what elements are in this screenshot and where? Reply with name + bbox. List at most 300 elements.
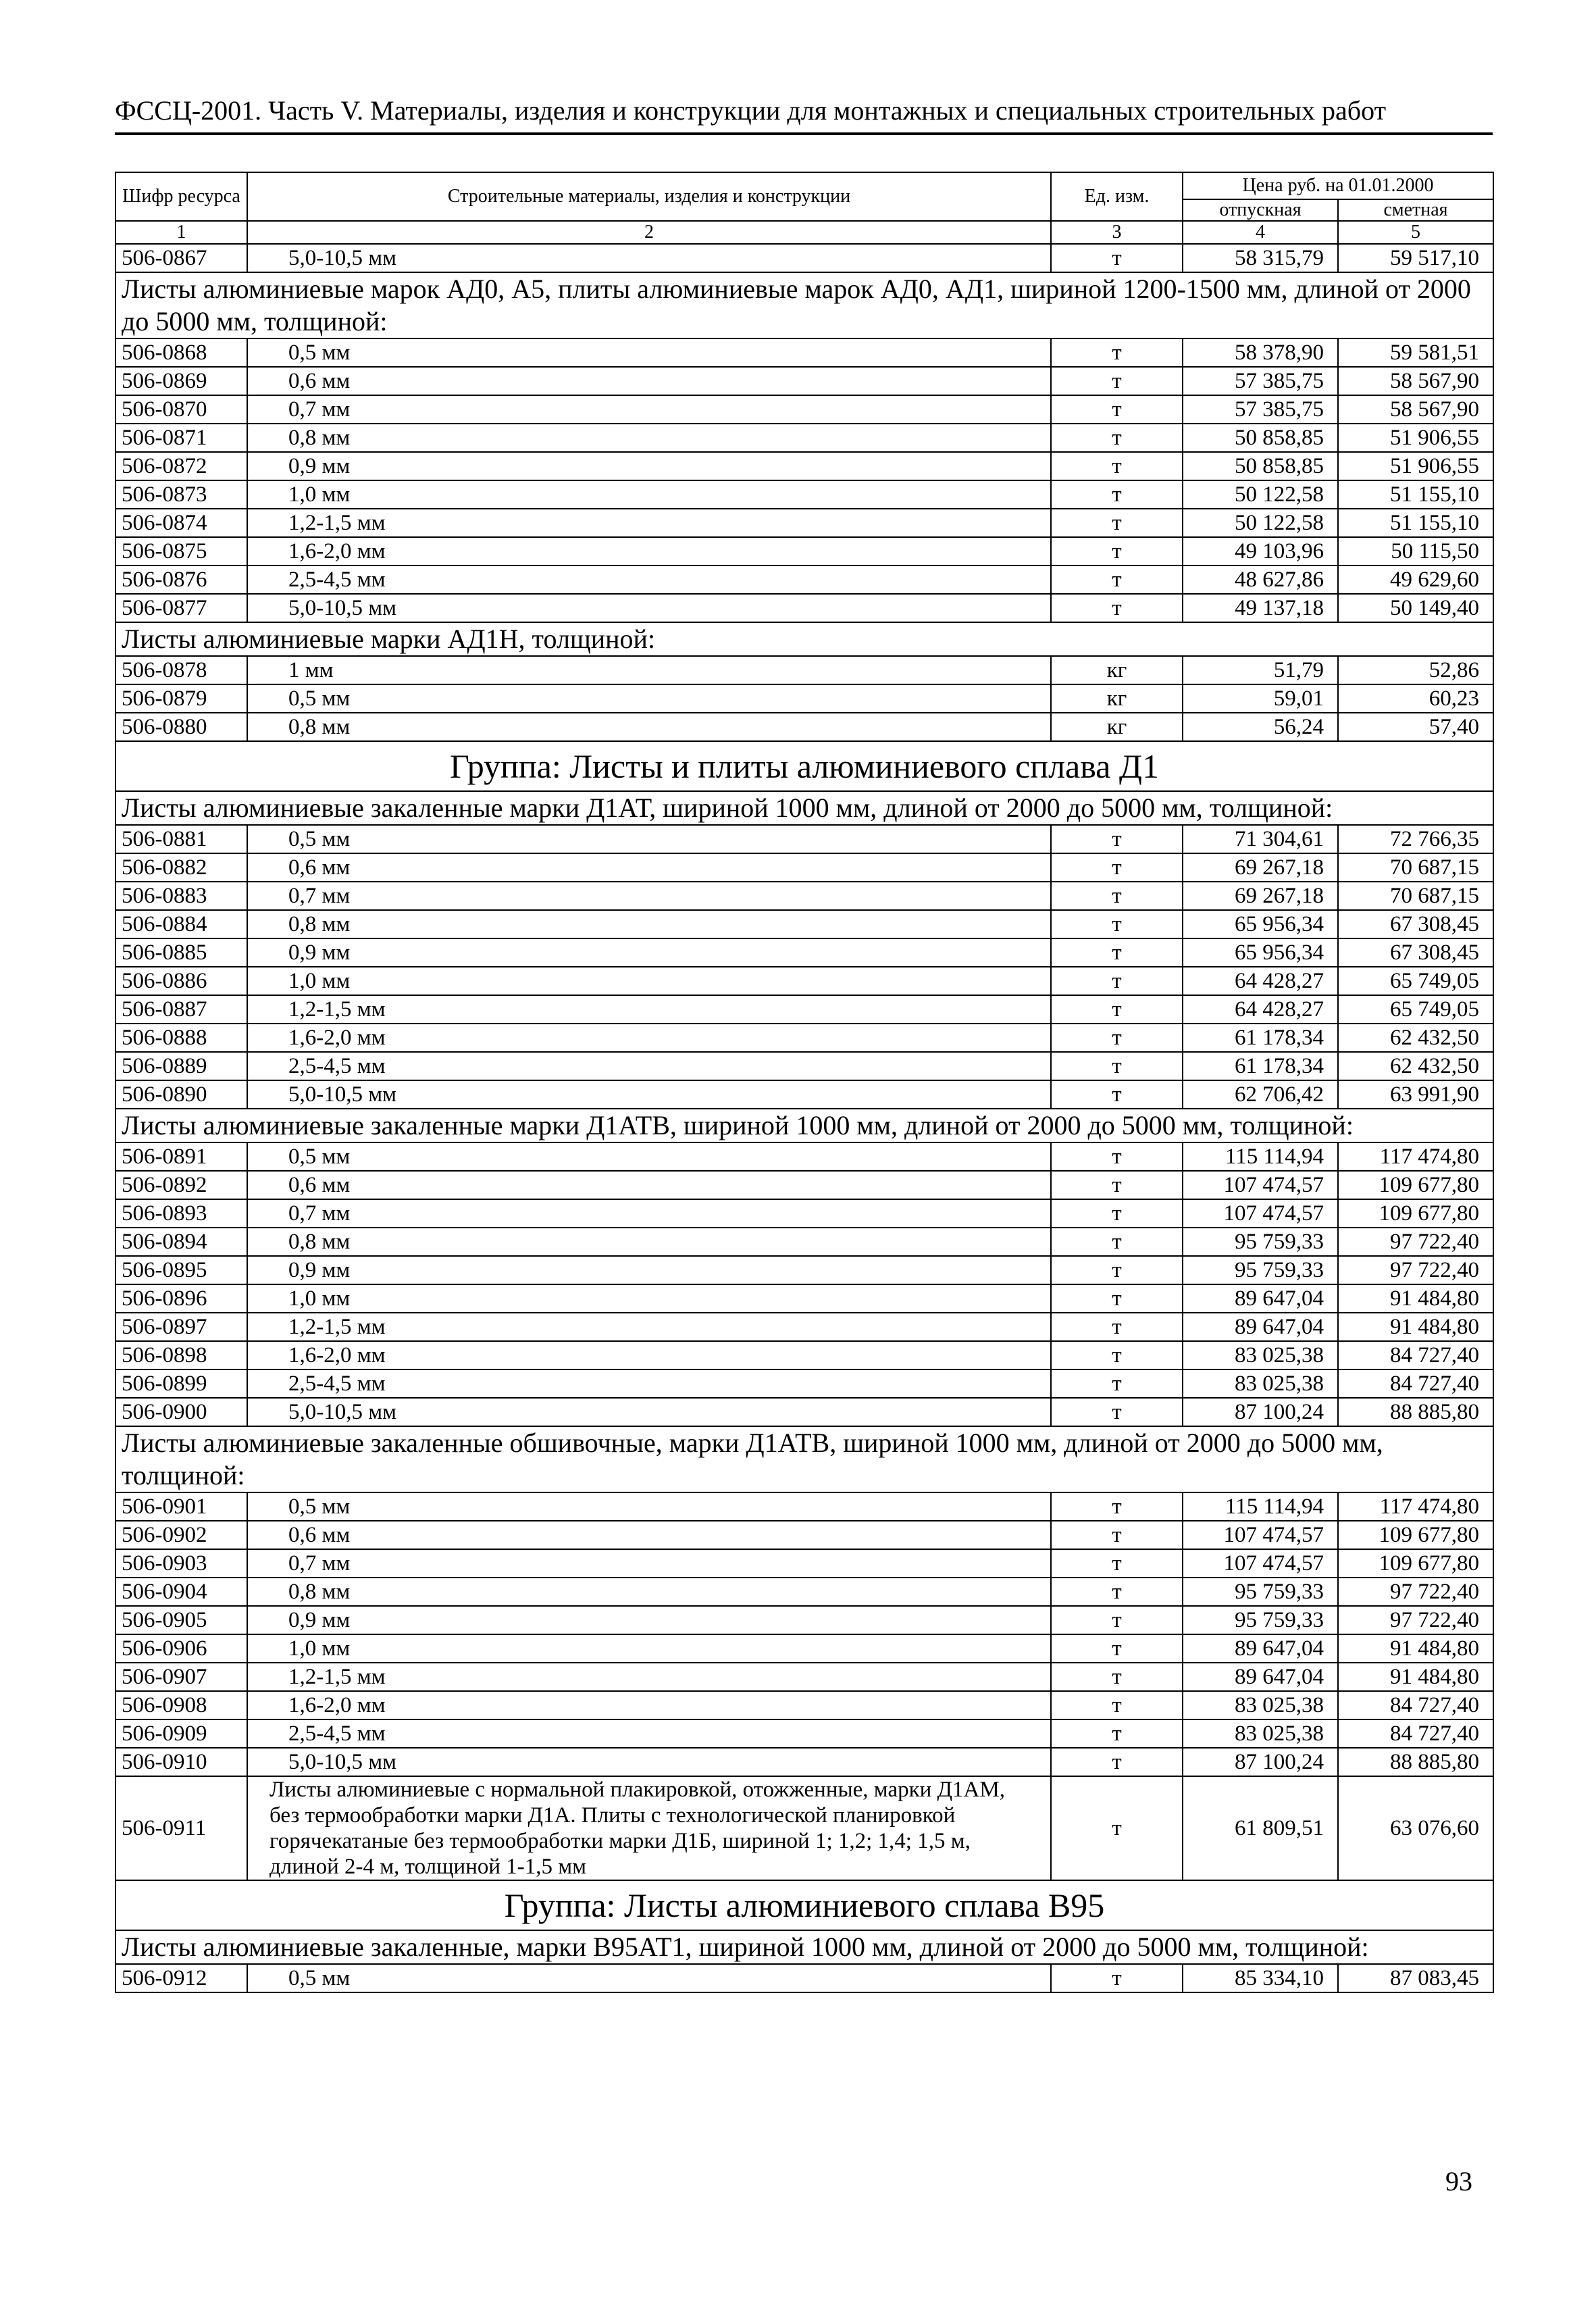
material-name: 0,9 мм	[247, 1606, 1051, 1634]
unit-of-measure: т	[1051, 882, 1183, 910]
material-name: 1,2-1,5 мм	[247, 995, 1051, 1024]
unit-of-measure: т	[1051, 452, 1183, 480]
table-row	[115, 853, 1493, 882]
estimate-price: 84 727,40	[1338, 1369, 1493, 1398]
resource-code: 506-0901	[115, 1492, 247, 1521]
table-row	[115, 1964, 1493, 1992]
resource-code: 506-0896	[115, 1284, 247, 1313]
table-row	[115, 424, 1493, 452]
material-name: 0,5 мм	[247, 684, 1051, 713]
unit-of-measure: кг	[1051, 684, 1183, 713]
estimate-price: 117 474,80	[1338, 1142, 1493, 1171]
table-row	[115, 1663, 1493, 1691]
resource-code: 506-0893	[115, 1199, 247, 1228]
resource-code: 506-0886	[115, 967, 247, 995]
estimate-price: 50 115,50	[1338, 537, 1493, 565]
material-name: 2,5-4,5 мм	[247, 565, 1051, 594]
resource-code: 506-0877	[115, 594, 247, 622]
release-price: 65 956,34	[1183, 910, 1338, 938]
material-name: 1 мм	[247, 656, 1051, 684]
table-row	[115, 1369, 1493, 1398]
estimate-price: 58 567,90	[1338, 395, 1493, 424]
unit-of-measure: т	[1051, 509, 1183, 537]
release-price: 89 647,04	[1183, 1634, 1338, 1663]
section-description: Листы алюминиевые закаленные обшивочные, марки Д1АТВ, шириной 1000 мм, длиной от 2000 до 5000 мм, толщиной:	[115, 1426, 1493, 1492]
release-price: 107 474,57	[1183, 1171, 1338, 1199]
resource-code: 506-0890	[115, 1080, 247, 1109]
resource-code: 506-0902	[115, 1521, 247, 1549]
release-price: 50 122,58	[1183, 509, 1338, 537]
table-row	[115, 1199, 1493, 1228]
material-name: 0,7 мм	[247, 1549, 1051, 1578]
col-number: 5	[1338, 221, 1493, 244]
resource-code: 506-0868	[115, 338, 247, 367]
material-name: 1,0 мм	[247, 1634, 1051, 1663]
col-header-name: Строительные материалы, изделия и конструкции	[247, 172, 1051, 221]
release-price: 50 858,85	[1183, 452, 1338, 480]
release-price: 71 304,61	[1183, 825, 1338, 853]
section-description-row	[115, 1426, 1493, 1492]
release-price: 107 474,57	[1183, 1549, 1338, 1578]
release-price: 89 647,04	[1183, 1663, 1338, 1691]
material-name: 1,0 мм	[247, 480, 1051, 509]
material-name: 0,6 мм	[247, 1521, 1051, 1549]
unit-of-measure: т	[1051, 1663, 1183, 1691]
table-row	[115, 594, 1493, 622]
table-row	[115, 1142, 1493, 1171]
table-row	[115, 565, 1493, 594]
unit-of-measure: т	[1051, 853, 1183, 882]
resource-code: 506-0899	[115, 1369, 247, 1398]
release-price: 95 759,33	[1183, 1256, 1338, 1284]
material-name: 0,8 мм	[247, 910, 1051, 938]
release-price: 58 315,79	[1183, 244, 1338, 272]
resource-code: 506-0873	[115, 480, 247, 509]
resource-code: 506-0888	[115, 1024, 247, 1052]
unit-of-measure: т	[1051, 1256, 1183, 1284]
estimate-price: 67 308,45	[1338, 938, 1493, 967]
resource-code: 506-0908	[115, 1691, 247, 1719]
release-price: 64 428,27	[1183, 995, 1338, 1024]
estimate-price: 70 687,15	[1338, 853, 1493, 882]
table-row	[115, 338, 1493, 367]
release-price: 58 378,90	[1183, 338, 1338, 367]
estimate-price: 65 749,05	[1338, 967, 1493, 995]
table-row	[115, 1313, 1493, 1341]
material-name: 1,2-1,5 мм	[247, 1663, 1051, 1691]
material-name: 5,0-10,5 мм	[247, 594, 1051, 622]
table-row	[115, 1492, 1493, 1521]
estimate-price: 63 991,90	[1338, 1080, 1493, 1109]
unit-of-measure: т	[1051, 1492, 1183, 1521]
release-price: 115 114,94	[1183, 1142, 1338, 1171]
estimate-price: 63 076,60	[1338, 1776, 1493, 1880]
unit-of-measure: т	[1051, 1284, 1183, 1313]
table-body	[115, 244, 1493, 1992]
material-name: 5,0-10,5 мм	[247, 1080, 1051, 1109]
material-name: 0,5 мм	[247, 1492, 1051, 1521]
unit-of-measure: т	[1051, 995, 1183, 1024]
col-header-release: отпускная	[1183, 199, 1338, 221]
material-name: 0,6 мм	[247, 1171, 1051, 1199]
resource-code: 506-0884	[115, 910, 247, 938]
estimate-price: 97 722,40	[1338, 1606, 1493, 1634]
resource-code: 506-0911	[115, 1776, 247, 1880]
unit-of-measure: т	[1051, 1964, 1183, 1992]
estimate-price: 84 727,40	[1338, 1341, 1493, 1369]
estimate-price: 49 629,60	[1338, 565, 1493, 594]
unit-of-measure: т	[1051, 1549, 1183, 1578]
table-row	[115, 1776, 1493, 1880]
estimate-price: 50 149,40	[1338, 594, 1493, 622]
col-header-estimate: сметная	[1338, 199, 1493, 221]
release-price: 83 025,38	[1183, 1341, 1338, 1369]
table-row	[115, 244, 1493, 272]
estimate-price: 91 484,80	[1338, 1634, 1493, 1663]
release-price: 49 137,18	[1183, 594, 1338, 622]
unit-of-measure: т	[1051, 244, 1183, 272]
material-name: 2,5-4,5 мм	[247, 1369, 1051, 1398]
unit-of-measure: т	[1051, 825, 1183, 853]
resource-code: 506-0894	[115, 1228, 247, 1256]
material-name: 0,7 мм	[247, 1199, 1051, 1228]
estimate-price: 91 484,80	[1338, 1284, 1493, 1313]
running-header: ФССЦ-2001. Часть V. Материалы, изделия и конструкции для монтажных и специальных строительных работ	[115, 95, 1387, 126]
material-name: 5,0-10,5 мм	[247, 1398, 1051, 1426]
estimate-price: 87 083,45	[1338, 1964, 1493, 1992]
release-price: 64 428,27	[1183, 967, 1338, 995]
release-price: 69 267,18	[1183, 853, 1338, 882]
estimate-price: 97 722,40	[1338, 1228, 1493, 1256]
table-row	[115, 1521, 1493, 1549]
resource-code: 506-0880	[115, 713, 247, 741]
price-table	[115, 172, 1494, 1993]
release-price: 51,79	[1183, 656, 1338, 684]
material-name: 0,8 мм	[247, 1228, 1051, 1256]
material-name: 1,6-2,0 мм	[247, 1341, 1051, 1369]
estimate-price: 88 885,80	[1338, 1398, 1493, 1426]
resource-code: 506-0882	[115, 853, 247, 882]
resource-code: 506-0870	[115, 395, 247, 424]
estimate-price: 109 677,80	[1338, 1171, 1493, 1199]
table-row	[115, 1578, 1493, 1606]
estimate-price: 51 906,55	[1338, 452, 1493, 480]
release-price: 89 647,04	[1183, 1284, 1338, 1313]
estimate-price: 84 727,40	[1338, 1691, 1493, 1719]
resource-code: 506-0869	[115, 367, 247, 395]
resource-code: 506-0876	[115, 565, 247, 594]
material-name: 0,6 мм	[247, 367, 1051, 395]
resource-code: 506-0871	[115, 424, 247, 452]
material-name: 0,5 мм	[247, 338, 1051, 367]
estimate-price: 84 727,40	[1338, 1719, 1493, 1748]
estimate-price: 62 432,50	[1338, 1024, 1493, 1052]
unit-of-measure: т	[1051, 1171, 1183, 1199]
resource-code: 506-0898	[115, 1341, 247, 1369]
resource-code: 506-0905	[115, 1606, 247, 1634]
table-row	[115, 1606, 1493, 1634]
material-name: 0,8 мм	[247, 424, 1051, 452]
table-row	[115, 452, 1493, 480]
group-heading: Группа: Листы алюминиевого сплава В95	[115, 1880, 1493, 1930]
release-price: 59,01	[1183, 684, 1338, 713]
table-row	[115, 1024, 1493, 1052]
table-row	[115, 537, 1493, 565]
estimate-price: 72 766,35	[1338, 825, 1493, 853]
unit-of-measure: т	[1051, 910, 1183, 938]
estimate-price: 109 677,80	[1338, 1521, 1493, 1549]
release-price: 83 025,38	[1183, 1369, 1338, 1398]
release-price: 95 759,33	[1183, 1228, 1338, 1256]
group-heading-row	[115, 1880, 1493, 1930]
estimate-price: 59 517,10	[1338, 244, 1493, 272]
resource-code: 506-0881	[115, 825, 247, 853]
material-name: 0,5 мм	[247, 825, 1051, 853]
material-name: 1,6-2,0 мм	[247, 1691, 1051, 1719]
resource-code: 506-0910	[115, 1748, 247, 1776]
release-price: 107 474,57	[1183, 1521, 1338, 1549]
material-name: 0,5 мм	[247, 1964, 1051, 1992]
resource-code: 506-0878	[115, 656, 247, 684]
unit-of-measure: т	[1051, 1748, 1183, 1776]
material-name: 0,8 мм	[247, 1578, 1051, 1606]
material-name: 1,2-1,5 мм	[247, 509, 1051, 537]
material-name: Листы алюминиевые с нормальной плакировкой, отожженные, марки Д1АМ, без термообработки марки Д1А. Плиты с технологической планировкой горячекатаные без термообработки марки Д1Б, шириной 1; 1,2; 1,4; 1,5 м, длиной 2-4 м, толщиной 1-1,5 мм	[247, 1776, 1051, 1880]
release-price: 85 334,10	[1183, 1964, 1338, 1992]
table-row	[115, 825, 1493, 853]
unit-of-measure: т	[1051, 1578, 1183, 1606]
release-price: 48 627,86	[1183, 565, 1338, 594]
table-row	[115, 684, 1493, 713]
section-description: Листы алюминиевые закаленные марки Д1АТ, шириной 1000 мм, длиной от 2000 до 5000 мм, толщиной:	[115, 791, 1493, 825]
unit-of-measure: т	[1051, 1719, 1183, 1748]
estimate-price: 59 581,51	[1338, 338, 1493, 367]
unit-of-measure: т	[1051, 1606, 1183, 1634]
table-row	[115, 1398, 1493, 1426]
release-price: 57 385,75	[1183, 395, 1338, 424]
resource-code: 506-0872	[115, 452, 247, 480]
table-row	[115, 1284, 1493, 1313]
unit-of-measure: т	[1051, 1521, 1183, 1549]
release-price: 107 474,57	[1183, 1199, 1338, 1228]
table-row	[115, 967, 1493, 995]
col-header-price: Цена руб. на 01.01.2000	[1183, 172, 1493, 199]
release-price: 65 956,34	[1183, 938, 1338, 967]
release-price: 115 114,94	[1183, 1492, 1338, 1521]
table-row	[115, 713, 1493, 741]
col-number: 3	[1051, 221, 1183, 244]
estimate-price: 117 474,80	[1338, 1492, 1493, 1521]
unit-of-measure: т	[1051, 1142, 1183, 1171]
material-name: 1,2-1,5 мм	[247, 1313, 1051, 1341]
unit-of-measure: т	[1051, 1052, 1183, 1080]
resource-code: 506-0875	[115, 537, 247, 565]
unit-of-measure: т	[1051, 537, 1183, 565]
unit-of-measure: кг	[1051, 713, 1183, 741]
resource-code: 506-0883	[115, 882, 247, 910]
estimate-price: 91 484,80	[1338, 1663, 1493, 1691]
material-name: 1,6-2,0 мм	[247, 537, 1051, 565]
unit-of-measure: т	[1051, 1313, 1183, 1341]
section-description: Листы алюминиевые марки АД1Н, толщиной:	[115, 622, 1493, 656]
resource-code: 506-0897	[115, 1313, 247, 1341]
resource-code: 506-0874	[115, 509, 247, 537]
resource-code: 506-0885	[115, 938, 247, 967]
section-description-row	[115, 791, 1493, 825]
estimate-price: 97 722,40	[1338, 1256, 1493, 1284]
col-header-code: Шифр ресурса	[115, 172, 247, 221]
unit-of-measure: т	[1051, 1024, 1183, 1052]
table-row	[115, 367, 1493, 395]
section-description: Листы алюминиевые закаленные, марки В95АТ1, шириной 1000 мм, длиной от 2000 до 5000 мм, толщиной:	[115, 1930, 1493, 1964]
table-row	[115, 656, 1493, 684]
unit-of-measure: т	[1051, 367, 1183, 395]
resource-code: 506-0887	[115, 995, 247, 1024]
table-row	[115, 1719, 1493, 1748]
unit-of-measure: т	[1051, 967, 1183, 995]
table-row	[115, 910, 1493, 938]
material-name: 5,0-10,5 мм	[247, 244, 1051, 272]
unit-of-measure: т	[1051, 424, 1183, 452]
material-name: 1,0 мм	[247, 1284, 1051, 1313]
estimate-price: 52,86	[1338, 656, 1493, 684]
estimate-price: 62 432,50	[1338, 1052, 1493, 1080]
resource-code: 506-0903	[115, 1549, 247, 1578]
table-row	[115, 1256, 1493, 1284]
release-price: 61 178,34	[1183, 1052, 1338, 1080]
unit-of-measure: т	[1051, 395, 1183, 424]
table-row	[115, 1634, 1493, 1663]
unit-of-measure: т	[1051, 1369, 1183, 1398]
unit-of-measure: т	[1051, 1341, 1183, 1369]
material-name: 0,6 мм	[247, 853, 1051, 882]
section-description-row	[115, 1109, 1493, 1142]
resource-code: 506-0904	[115, 1578, 247, 1606]
material-name: 0,9 мм	[247, 938, 1051, 967]
estimate-price: 51 155,10	[1338, 509, 1493, 537]
unit-of-measure: т	[1051, 480, 1183, 509]
page-number: 93	[1445, 2166, 1472, 2196]
material-name: 0,7 мм	[247, 882, 1051, 910]
release-price: 56,24	[1183, 713, 1338, 741]
resource-code: 506-0900	[115, 1398, 247, 1426]
header-rule	[115, 132, 1493, 135]
unit-of-measure: т	[1051, 1398, 1183, 1426]
estimate-price: 60,23	[1338, 684, 1493, 713]
col-number: 1	[115, 221, 247, 244]
unit-of-measure: т	[1051, 1634, 1183, 1663]
unit-of-measure: т	[1051, 1228, 1183, 1256]
resource-code: 506-0912	[115, 1964, 247, 1992]
material-name: 0,7 мм	[247, 395, 1051, 424]
table-row	[115, 1052, 1493, 1080]
unit-of-measure: т	[1051, 594, 1183, 622]
estimate-price: 65 749,05	[1338, 995, 1493, 1024]
release-price: 83 025,38	[1183, 1719, 1338, 1748]
table-row	[115, 395, 1493, 424]
resource-code: 506-0891	[115, 1142, 247, 1171]
material-name: 2,5-4,5 мм	[247, 1052, 1051, 1080]
resource-code: 506-0867	[115, 244, 247, 272]
unit-of-measure: т	[1051, 938, 1183, 967]
group-heading: Группа: Листы и плиты алюминиевого сплава Д1	[115, 741, 1493, 791]
table-row	[115, 1691, 1493, 1719]
col-number: 4	[1183, 221, 1338, 244]
table-row	[115, 1171, 1493, 1199]
resource-code: 506-0907	[115, 1663, 247, 1691]
estimate-price: 109 677,80	[1338, 1199, 1493, 1228]
section-description-row	[115, 272, 1493, 338]
unit-of-measure: т	[1051, 1691, 1183, 1719]
material-name: 0,8 мм	[247, 713, 1051, 741]
unit-of-measure: т	[1051, 1199, 1183, 1228]
table-row	[115, 1080, 1493, 1109]
table-row	[115, 882, 1493, 910]
release-price: 50 858,85	[1183, 424, 1338, 452]
unit-of-measure: т	[1051, 565, 1183, 594]
release-price: 49 103,96	[1183, 537, 1338, 565]
table-row	[115, 1341, 1493, 1369]
release-price: 61 178,34	[1183, 1024, 1338, 1052]
estimate-price: 58 567,90	[1338, 367, 1493, 395]
estimate-price: 109 677,80	[1338, 1549, 1493, 1578]
estimate-price: 67 308,45	[1338, 910, 1493, 938]
section-description: Листы алюминиевые закаленные марки Д1АТВ, шириной 1000 мм, длиной от 2000 до 5000 мм, толщиной:	[115, 1109, 1493, 1142]
material-name: 5,0-10,5 мм	[247, 1748, 1051, 1776]
col-header-unit: Ед. изм.	[1051, 172, 1183, 221]
section-description-row	[115, 1930, 1493, 1964]
release-price: 95 759,33	[1183, 1606, 1338, 1634]
material-name: 0,5 мм	[247, 1142, 1051, 1171]
resource-code: 506-0906	[115, 1634, 247, 1663]
material-name: 0,9 мм	[247, 452, 1051, 480]
estimate-price: 51 906,55	[1338, 424, 1493, 452]
estimate-price: 57,40	[1338, 713, 1493, 741]
table-row	[115, 480, 1493, 509]
col-number: 2	[247, 221, 1051, 244]
section-description-row	[115, 622, 1493, 656]
section-description: Листы алюминиевые марок АД0, А5, плиты алюминиевые марок АД0, АД1, шириной 1200-1500 мм, длиной от 2000 до 5000 мм, толщиной:	[115, 272, 1493, 338]
table-row	[115, 938, 1493, 967]
material-name: 1,0 мм	[247, 967, 1051, 995]
unit-of-measure: кг	[1051, 656, 1183, 684]
table-row	[115, 509, 1493, 537]
release-price: 83 025,38	[1183, 1691, 1338, 1719]
resource-code: 506-0889	[115, 1052, 247, 1080]
unit-of-measure: т	[1051, 1776, 1183, 1880]
table-row	[115, 995, 1493, 1024]
material-name: 0,9 мм	[247, 1256, 1051, 1284]
material-name: 2,5-4,5 мм	[247, 1719, 1051, 1748]
release-price: 89 647,04	[1183, 1313, 1338, 1341]
unit-of-measure: т	[1051, 1080, 1183, 1109]
table-row	[115, 1228, 1493, 1256]
estimate-price: 97 722,40	[1338, 1578, 1493, 1606]
resource-code: 506-0892	[115, 1171, 247, 1199]
release-price: 62 706,42	[1183, 1080, 1338, 1109]
estimate-price: 51 155,10	[1338, 480, 1493, 509]
unit-of-measure: т	[1051, 338, 1183, 367]
release-price: 57 385,75	[1183, 367, 1338, 395]
release-price: 61 809,51	[1183, 1776, 1338, 1880]
release-price: 50 122,58	[1183, 480, 1338, 509]
release-price: 87 100,24	[1183, 1398, 1338, 1426]
resource-code: 506-0895	[115, 1256, 247, 1284]
release-price: 95 759,33	[1183, 1578, 1338, 1606]
release-price: 87 100,24	[1183, 1748, 1338, 1776]
material-name: 1,6-2,0 мм	[247, 1024, 1051, 1052]
table-row	[115, 1549, 1493, 1578]
